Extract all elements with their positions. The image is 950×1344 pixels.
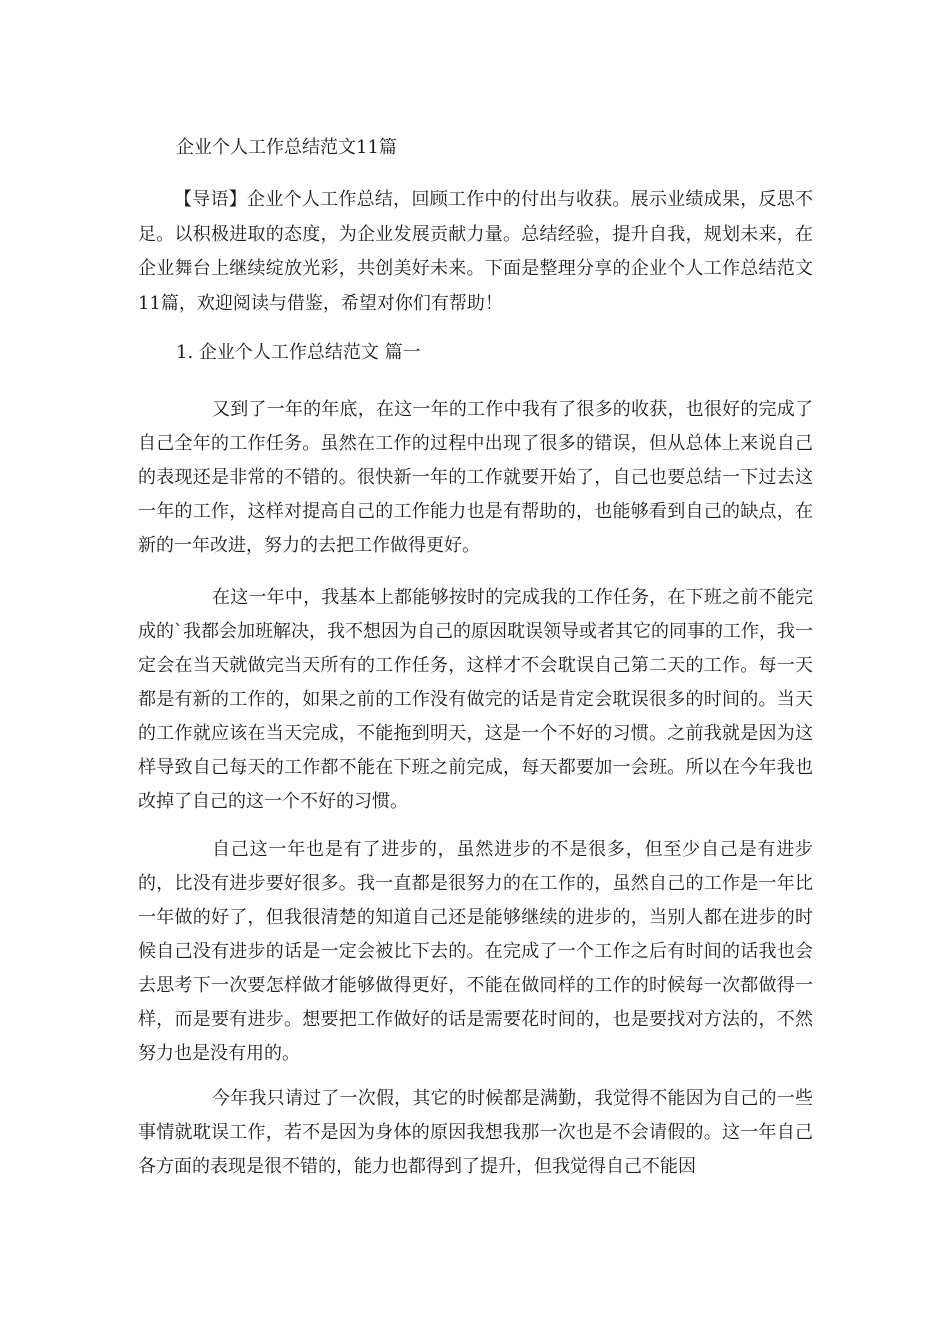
body-paragraph-3: 自己这一年也是有了进步的，虽然进步的不是很多，但至少自己是有进步的，比没有进步要好很多。我一直都是很努力的在工作的，虽然自己的工作是一年比一年做的好了，但我很清楚的知道自己还是能够继续的进步的，当别人都在进步的时候自己没有进步的话是一定会被比下去的。在完成了一个工作之后有时间的话我也会去思考下一次要怎样做才能够做得更好，不能在做同样的工作的时候每一次都做得一样，而是要有进步。想要把工作做好的话是需要花时间的，也是要找对方法的，不然努力也是没有用的。 [138,839,813,1064]
document-title: 企业个人工作总结范文11篇 [176,137,397,158]
intro-paragraph: 【导语】企业个人工作总结，回顾工作中的付出与收获。展示业绩成果，反思不足。以积极进取的态度，为企业发展贡献力量。总结经验，提升自我，规划未来，在企业舞台上继续绽放光彩，共创美好未来。下面是整理分享的企业个人工作总结范文11篇，欢迎阅读与借鉴，希望对你们有帮助！ [138,189,813,314]
body-paragraph-4: 今年我只请过了一次假，其它的时候都是满勤，我觉得不能因为自己的一些事情就耽误工作，若不是因为身体的原因我想我那一次也是不会请假的。这一年自己各方面的表现是很不错的，能力也都得到了提升，但我觉得自己不能因 [138,1088,813,1177]
section-heading: 1. 企业个人工作总结范文 篇一 [176,342,421,363]
body-paragraph-2: 在这一年中，我基本上都能够按时的完成我的工作任务，在下班之前不能完成的`我都会加班解决，我不想因为自己的原因耽误领导或者其它的同事的工作，我一定会在当天就做完当天所有的工作任务，这样才不会耽误自己第二天的工作。每一天都是有新的工作的，如果之前的工作没有做完的话是肯定会耽误很多的时间的。当天的工作就应该在当天完成，不能拖到明天，这是一个不好的习惯。之前我就是因为这样导致自己每天的工作都不能在下班之前完成，每天都要加一会班。所以在今年我也改掉了自己的这一个不好的习惯。 [138,587,813,812]
body-paragraph-1: 又到了一年的年底，在这一年的工作中我有了很多的收获，也很好的完成了自己全年的工作任务。虽然在工作的过程中出现了很多的错误，但从总体上来说自己的表现还是非常的不错的。很快新一年的工作就要开始了，自己也要总结一下过去这一年的工作，这样对提高自己的工作能力也是有帮助的，也能够看到自己的缺点，在新的一年改进，努力的去把工作做得更好。 [138,399,813,556]
